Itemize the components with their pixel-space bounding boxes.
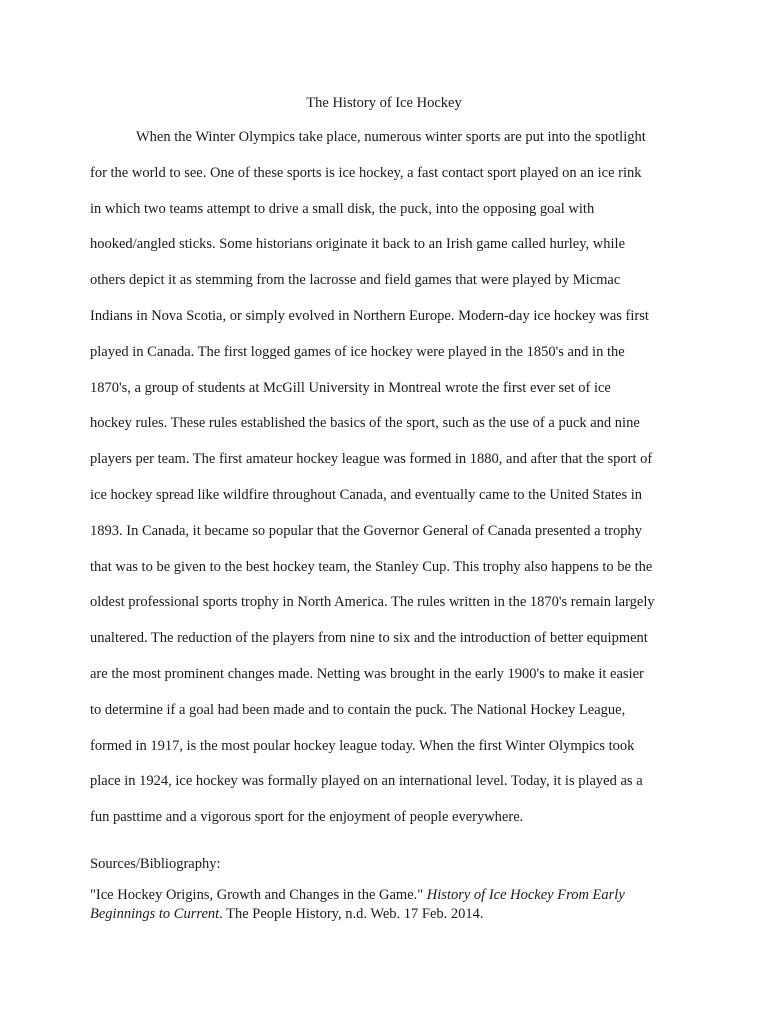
- essay-line: ice hockey spread like wildfire throughout Canada, and eventually came to the United States in: [90, 486, 643, 503]
- essay-line: fun pasttime and a vigorous sport for the enjoyment of people everywhere.: [90, 809, 524, 826]
- essay-line: hooked/angled sticks. Some historians originate it back to an Irish game called hurley, while: [90, 236, 626, 253]
- citation-work-title: History of Ice Hockey From Early: [426, 887, 625, 903]
- bibliography-citation: [90, 886, 690, 924]
- bibliography-heading: Sources/Bibliography:: [90, 856, 221, 872]
- essay-line: place in 1924, ice hockey was formally played on an international level. Today, it is played as a: [90, 773, 643, 790]
- essay-line: hockey rules. These rules established the basics of the sport, such as the use of a puck and nine: [90, 415, 640, 432]
- document-title: The History of Ice Hockey: [306, 95, 462, 111]
- bibliography-section: [90, 853, 690, 924]
- essay-line: unaltered. The reduction of the players from nine to six and the introduction of better equipment: [90, 630, 648, 647]
- essay-line: others depict it as stemming from the lacrosse and field games that were played by Micmac: [90, 272, 621, 289]
- essay-line: players per team. The first amateur hockey league was formed in 1880, and after that the sport of: [90, 451, 653, 468]
- essay-line: played in Canada. The first logged games of ice hockey were played in the 1850's and in the: [90, 343, 625, 360]
- essay-line: Indians in Nova Scotia, or simply evolved in Northern Europe. Modern-day ice hockey was first: [90, 307, 649, 324]
- citation-line: [90, 886, 690, 905]
- essay-line: that was to be given to the best hockey team, the Stanley Cup. This trophy also happens to be the: [90, 558, 653, 575]
- essay-line: for the world to see. One of these sports is ice hockey, a fast contact sport played on an ice rink: [90, 164, 642, 181]
- citation-publisher-date: . The People History, n.d. Web. 17 Feb. 2014.: [219, 906, 484, 922]
- essay-body: [90, 124, 678, 840]
- citation-work-title-continued: Beginnings to Current: [90, 906, 220, 922]
- citation-article-title: "Ice Hockey Origins, Growth and Changes in the Game.": [90, 887, 424, 903]
- essay-line: When the Winter Olympics take place, numerous winter sports are put into the spotlight: [136, 129, 646, 145]
- essay-line: oldest professional sports trophy in North America. The rules written in the 1870's remain largely: [90, 594, 655, 611]
- essay-line: 1870's, a group of students at McGill University in Montreal wrote the first ever set of ice: [90, 379, 611, 396]
- essay-line: 1893. In Canada, it became so popular that the Governor General of Canada presented a trophy: [90, 522, 643, 539]
- citation-line: [90, 905, 690, 924]
- essay-line: to determine if a goal had been made and to contain the puck. The National Hockey League,: [90, 701, 626, 718]
- essay-line: are the most prominent changes made. Netting was brought in the early 1900's to make it easier: [90, 665, 644, 682]
- essay-line: in which two teams attempt to drive a small disk, the puck, into the opposing goal with: [90, 200, 595, 217]
- essay-line: formed in 1917, is the most poular hockey league today. When the first Winter Olympics took: [90, 737, 635, 754]
